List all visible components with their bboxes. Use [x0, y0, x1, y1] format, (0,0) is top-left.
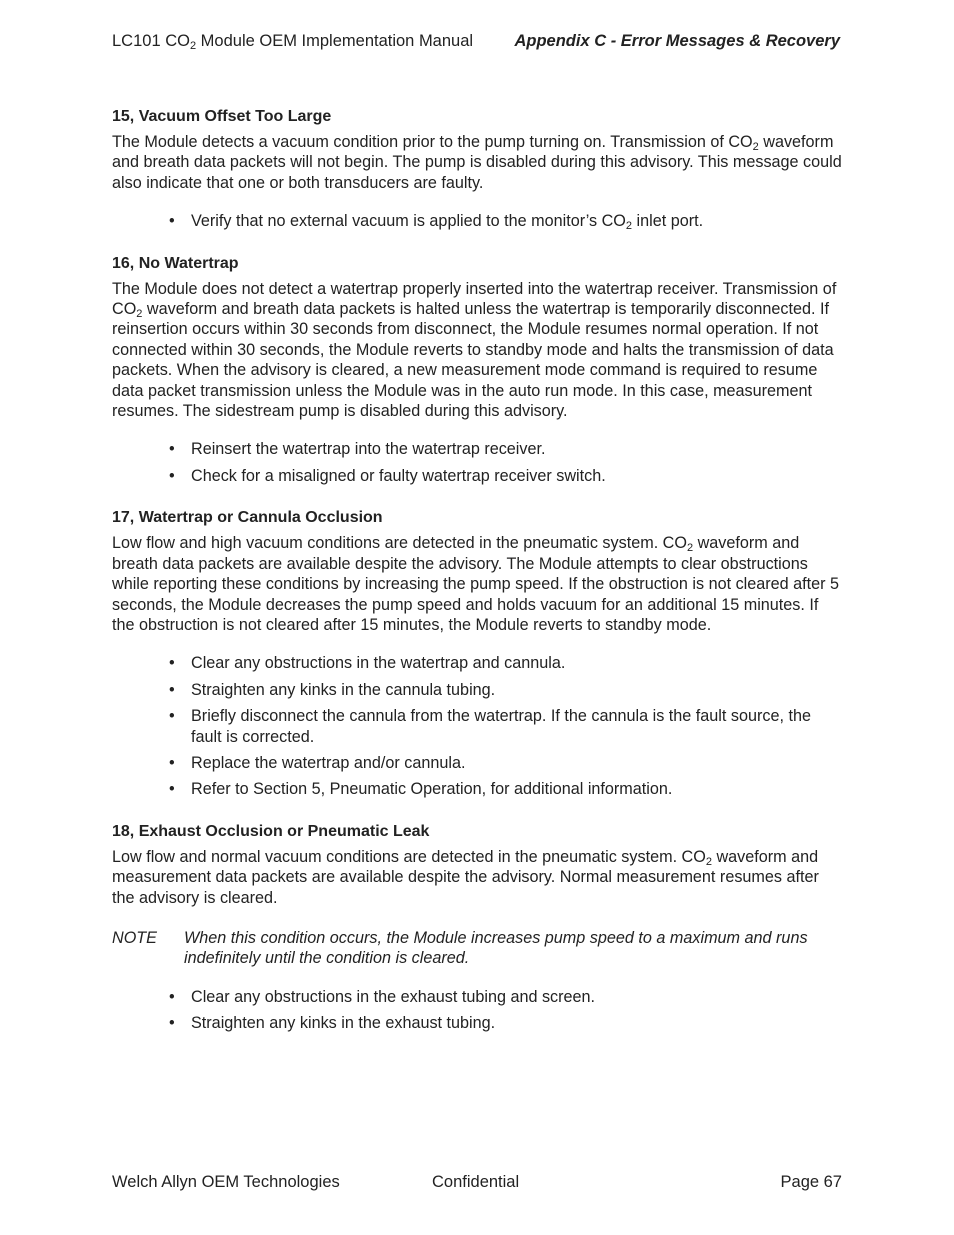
footer-classification: Confidential: [432, 1173, 520, 1191]
list-item: • Refer to Section 5, Pneumatic Operation, for additional information.: [169, 780, 673, 799]
bullet-icon: •: [169, 753, 175, 772]
section-heading: 16, No Watertrap: [112, 254, 239, 272]
page-header: [112, 32, 852, 56]
section-paragraph: Low flow and normal vacuum conditions are detected in the pneumatic system. $CO_2$ waveform and measurement data packets are available despite the advisory. Normal measurement resumes after the advisory is cleared.: [112, 847, 819, 907]
bullet-icon: •: [169, 780, 175, 799]
section-heading: 17, Watertrap or Cannula Occlusion: [112, 509, 383, 527]
list-item: • Straighten any kinks in the exhaust tubing.: [169, 1014, 496, 1033]
bullet-icon: •: [169, 654, 175, 673]
manual-title: LC101 $CO_2$ Module OEM Implementation Manual: [112, 32, 474, 52]
section-paragraph: The Module does not detect a watertrap properly inserted into the watertrap receiver. Transmission of $CO_2$ waveform and breath data packets is halted unless the watertrap is temporarily disconnected. If reinsertion occurs within 30 seconds from disconnect, the Module resumes normal operation. If not connected within 30 seconds, the Module reverts to standby mode and halts the transmission of data packets. When the advisory is cleared, a new measurement mode command is required to resume data packet transmission unless the Module was in the auto run mode. In this case, measurement resumes. The sidestream pump is disabled during this advisory.: [112, 279, 837, 421]
page-footer: [112, 1173, 842, 1195]
bullet-icon: •: [169, 707, 175, 726]
bullet-list: [112, 211, 842, 231]
list-item: • Verify that no external vacuum is applied to the monitor’s $CO_2$ inlet port.: [169, 212, 704, 233]
note-label: NOTE: [112, 928, 157, 947]
list-item: • Reinsert the watertrap into the watertrap receiver.: [169, 440, 546, 459]
bullet-icon: •: [169, 466, 175, 485]
section-18: [112, 821, 842, 1034]
bullet-list: [112, 987, 842, 1034]
page-number: Page 67: [780, 1173, 842, 1191]
document-body: [112, 106, 842, 1055]
bullet-list: [112, 653, 842, 799]
list-item: • Clear any obstructions in the exhaust tubing and screen.: [169, 987, 596, 1006]
appendix-title: Appendix C - Error Messages & Recovery: [514, 32, 840, 50]
section-16: [112, 253, 842, 487]
note-text: When this condition occurs, the Module increases pump speed to a maximum and runs indefinitely until the condition is cleared.: [184, 928, 808, 968]
list-item: • Check for a misaligned or faulty watertrap receiver switch.: [169, 466, 606, 485]
section-heading: 15, Vacuum Offset Too Large: [112, 108, 332, 125]
list-item: • Replace the watertrap and/or cannula.: [169, 753, 466, 772]
list-item: • Clear any obstructions in the watertrap and cannula.: [169, 654, 566, 673]
bullet-icon: •: [169, 987, 175, 1006]
section-heading: 18, Exhaust Occlusion or Pneumatic Leak: [112, 822, 430, 840]
bullet-list: [112, 439, 842, 486]
list-item: • Briefly disconnect the cannula from the watertrap. If the cannula is the fault source, the fault is corrected.: [169, 707, 811, 746]
section-paragraph: Low flow and high vacuum conditions are detected in the pneumatic system. $CO_2$ waveform and breath data packets are available despite the advisory. The Module attempts to clear obstructions while reporting these conditions by increasing the pump speed. If the obstruction is not cleared after 5 seconds, the Module decreases the pump speed and holds vacuum for an additional 15 minutes. If the obstruction is not cleared after 15 minutes, the Module reverts to standby mode.: [112, 534, 840, 634]
section-paragraph: The Module detects a vacuum condition prior to the pump turning on. Transmission of $CO_2$ waveform and breath data packets will not begin. The pump is disabled during this advisory. This message could also indicate that one or both transducers are faulty.: [112, 133, 842, 192]
footer-company: Welch Allyn OEM Technologies: [112, 1173, 340, 1191]
section-17: [112, 507, 842, 799]
bullet-icon: •: [169, 212, 175, 231]
bullet-icon: •: [169, 440, 175, 459]
bullet-icon: •: [169, 1014, 175, 1033]
list-item: • Straighten any kinks in the cannula tubing.: [169, 680, 496, 699]
note-block: [112, 928, 842, 969]
section-15: [112, 106, 842, 232]
bullet-icon: •: [169, 680, 175, 699]
